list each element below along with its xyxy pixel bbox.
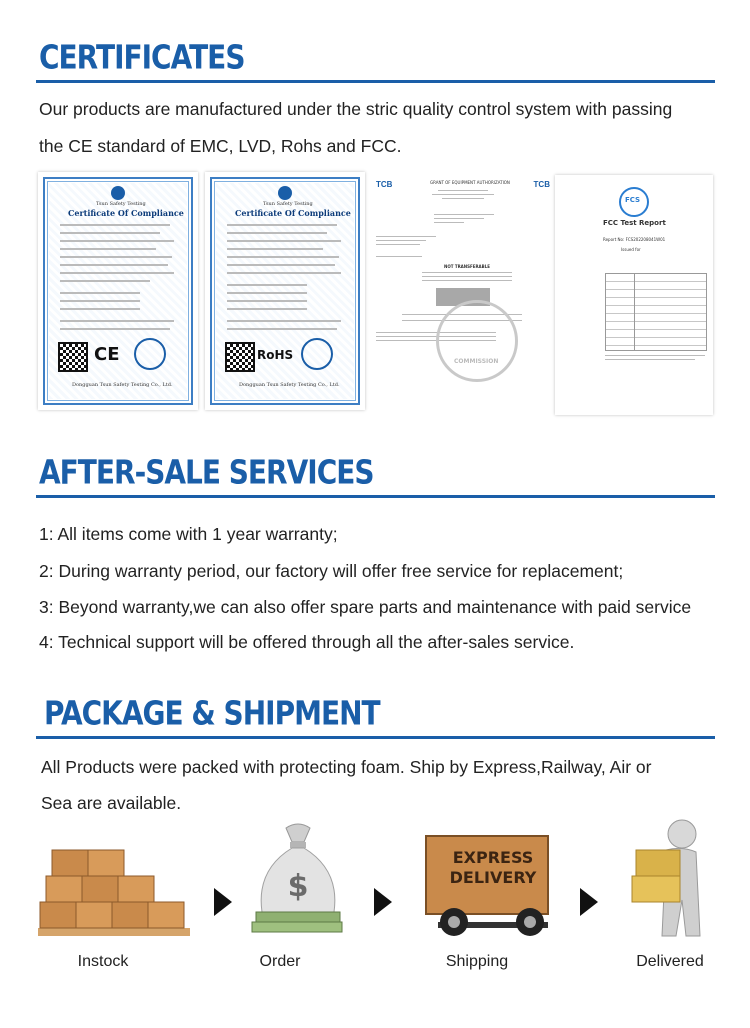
seal-icon [134,338,166,370]
step-shipping-label: Shipping [445,953,509,970]
seal-icon [301,338,333,370]
cert3-heading: GRANT OF EQUIPMENT AUTHORIZATION [430,180,510,185]
arrow-right-icon [580,888,598,916]
after-sale-item-4: 4: Technical support will be offered through all the after-sales service. [39,632,575,652]
package-text-line1: All Products were packed with protecting foam. Ship by Express,Railway, Air or [41,757,652,777]
cert3-brand-left: TCB [376,180,393,189]
cert1-mark: CE [94,344,120,365]
qr-code-icon [58,342,88,372]
step-delivered-label: Delivered [636,953,704,970]
qr-code-icon [225,342,255,372]
fcc-grant-image [372,172,554,410]
arrow-right-icon [374,888,392,916]
certificates-text-line2: the CE standard of EMC, LVD, Rohs and FCC. [39,136,402,156]
cert3-brand-right: TCB [533,180,550,189]
report-table [605,273,707,351]
after-sale-item-2: 2: During warranty period, our factory will offer free service for replacement; [39,561,624,581]
ce-certificate-image [38,172,198,410]
rohs-certificate-image [205,172,365,410]
truck-label-line1: EXPRESS [452,848,534,867]
package-text-line2: Sea are available. [41,793,182,813]
cert4-issued: Issued for [621,247,641,252]
commission-stamp-icon [436,300,518,382]
certificates-divider [36,80,715,83]
order-money-bag-image [248,820,348,938]
cert2-heading: Certificate Of Compliance [235,208,351,218]
fcc-test-report-image [555,175,713,415]
certificates-text-line1: Our products are manufactured under the stric quality control system with passing [39,99,673,119]
package-divider [36,736,715,739]
certificates-title: CERTIFICATES [39,38,245,77]
cert2-mark: RoHS [257,348,294,362]
package-title: PACKAGE & SHIPMENT [44,694,380,733]
cert1-issuer: Tsun Safety Testing [96,201,146,207]
delivered-person-image [626,816,716,940]
after-sale-item-1: 1: All items come with 1 year warranty; [39,524,338,544]
after-sale-divider [36,495,715,498]
svg-text:$: $ [287,869,309,904]
after-sale-title: AFTER-SALE SERVICES [39,453,374,492]
tsun-logo-icon [278,186,292,200]
truck-label-line2: DELIVERY [449,868,537,887]
cert1-company: Dongguan Tsun Safety Testing Co., Ltd. [72,382,173,388]
express-delivery-truck-image [420,830,552,940]
cert1-heading: Certificate Of Compliance [68,208,184,218]
cert3-note: NOT TRANSFERABLE [444,264,490,269]
cert3-stamp: COMMISSION [454,358,499,365]
step-order-label: Order [259,953,301,970]
cert4-heading: FCC Test Report [603,219,666,227]
cert2-issuer: Tsun Safety Testing [263,201,313,207]
step-instock-label: Instock [77,953,129,970]
cert4-report-no: Report No: FCS202208041W01 [603,237,666,242]
cert4-logo: FCS [625,196,641,204]
after-sale-item-3: 3: Beyond warranty,we can also offer spare parts and maintenance with paid service [39,597,692,617]
arrow-right-icon [214,888,232,916]
cert2-company: Dongguan Tsun Safety Testing Co., Ltd. [239,382,340,388]
instock-boxes-image [38,848,190,938]
tsun-logo-icon [111,186,125,200]
